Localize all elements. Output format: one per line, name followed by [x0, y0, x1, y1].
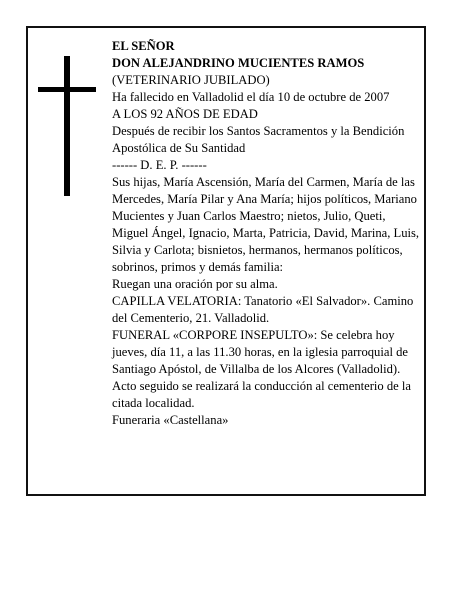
profession: (VETERINARIO JUBILADO)	[112, 73, 270, 87]
cross-icon-bar	[38, 87, 96, 92]
age-line: A LOS 92 AÑOS DE EDAD	[112, 107, 258, 121]
family-text: Sus hijas, María Ascensión, María del Carmen, María de las Mercedes, María Pilar y Ana María; hijos políticos, Mariano Mucientes y Juan Carlos Maestro; nietos, Julio, Queti, Miguel Ángel, Ignacio, Marta, Patricia, David, Marina, Luis, Silvia y Carlota; bisnietos, hermanos, hermanos políticos, sobrinos, primos y demás familia:	[112, 175, 420, 274]
heading: EL SEÑOR	[112, 39, 175, 53]
obituary-text	[112, 38, 424, 429]
sacraments-text: Después de recibir los Santos Sacramentos y la Bendición Apostólica de Su Santidad	[112, 124, 405, 155]
death-line: Ha fallecido en Valladolid el día 10 de octubre de 2007	[112, 90, 390, 104]
funeral-home: Funeraria «Castellana»	[112, 413, 229, 427]
rip-line: ------ D. E. P. ------	[112, 158, 207, 172]
chapel-text: CAPILLA VELATORIA: Tanatorio «El Salvador». Camino del Cementerio, 21. Valladolid.	[112, 294, 414, 325]
prayer-line: Ruegan una oración por su alma.	[112, 277, 278, 291]
deceased-name: DON ALEJANDRINO MUCIENTES RAMOS	[112, 56, 365, 70]
cross-icon	[64, 56, 70, 196]
funeral-text: FUNERAL «CORPORE INSEPULTO»: Se celebra hoy jueves, día 11, a las 11.30 horas, en la iglesia parroquial de Santiago Apóstol, de Villalba de los Alcores (Valladolid). Acto seguido se realizará la conducción al cementerio de la citada localidad.	[112, 328, 411, 410]
